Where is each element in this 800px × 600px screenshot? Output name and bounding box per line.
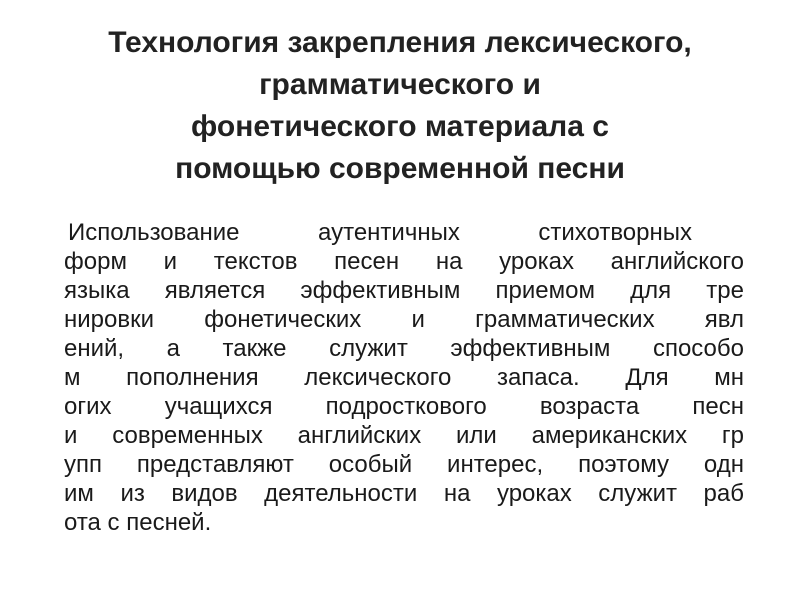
body-line: им из видов деятельности на уроках служит раб [64, 480, 744, 507]
title-line: фонетического материала с [191, 110, 609, 143]
body-line: Использование аутентичных стихотворных [68, 219, 692, 246]
body-line: форм и текстов песен на уроках английского [64, 248, 744, 275]
body-paragraph [64, 218, 744, 537]
body-line: огих учащихся подросткового возраста песн [64, 393, 744, 420]
body-line: упп представляют особый интерес, поэтому одн [64, 451, 744, 478]
body-line: нировки фонетических и грамматических явл [64, 306, 744, 333]
body-line: и современных английских или американских гр [64, 422, 744, 449]
title-line: грамматического и [259, 68, 541, 101]
body-line: ота с песней. [64, 509, 212, 536]
body-line: языка является эффективным приемом для тре [64, 277, 744, 304]
body-line: ений, а также служит эффективным способо [64, 335, 744, 362]
body-line: м пополнения лексического запаса. Для мн [64, 364, 744, 391]
slide-title [40, 22, 760, 190]
title-line: Технология закрепления лексического, [108, 26, 692, 59]
title-line: помощью современной песни [175, 152, 625, 185]
